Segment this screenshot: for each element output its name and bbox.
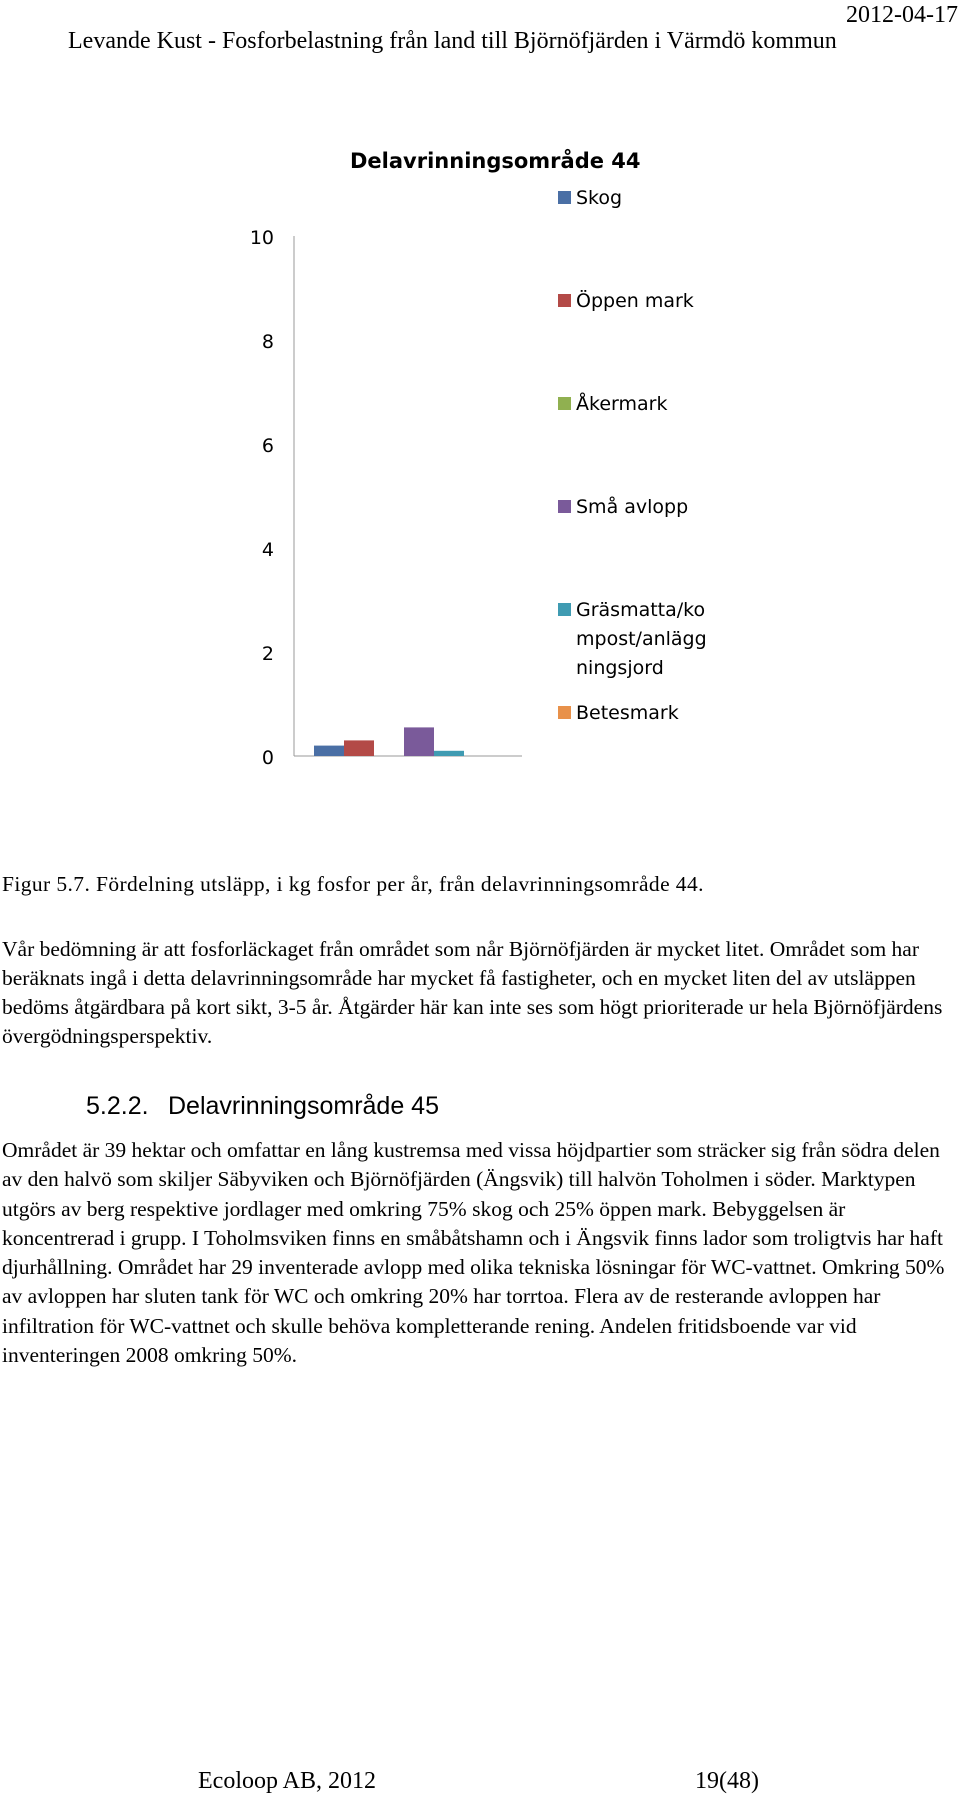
legend-swatch — [558, 603, 571, 616]
legend-label: Små avlopp — [576, 496, 689, 518]
legend-label: Öppen mark — [576, 290, 694, 312]
chart-title: Delavrinningsområde 44 — [350, 149, 641, 173]
legend-swatch — [558, 294, 571, 307]
legend — [558, 187, 707, 724]
y-tick-labels — [250, 227, 274, 769]
bar-4 — [434, 751, 464, 756]
y-tick-label: 0 — [261, 747, 274, 769]
y-tick-label: 8 — [261, 331, 274, 353]
legend-swatch — [558, 500, 571, 513]
paragraph-text: Området är 39 hektar och omfattar en lång kustremsa med vissa höjdpartier som sträcker sig från södra delen av den halvö som skiljer Säbyviken och Björnöfjärden (Ängsvik) till halvön Toholmen i söder. Marktypen utgörs av berg respektive jordlager med omkring 75% skog och 25% öppen mark. Bebyggelsen är koncentrerad i grupp. I Toholmsviken finns en småbåtshamn och i Ängsvik finns lador som troligtvis har haft djurhållning. Området har 29 inventerade avlopp med olika tekniska lösningar för WC-vattnet. Omkring 50% av avloppen har sluten tank för WC och omkring 20% har torrtoa. Flera av de resterande avloppen har infiltration för WC-vattnet och skulle behöva kompletterande rening. Andelen fritidsboende var vid inventeringen 2008 omkring 50%. — [2, 1138, 945, 1368]
legend-swatch — [558, 191, 571, 204]
paragraph-text: Vår bedömning är att fosforläckaget från området som når Björnöfjärden är mycket litet. Området som har beräknats ingå i detta delavrinningsområde har mycket få fastigheter, och en mycket liten del av utsläppen bedöms åtgärdbara på kort sikt, 3-5 år. Åtgärder här kan inte ses som högt prioriterade ur hela Björnöfjärdens övergödningsperspektiv. — [2, 937, 943, 1048]
legend-label: ningsjord — [576, 657, 664, 679]
legend-label: mpost/anlägg — [576, 628, 707, 650]
legend-label: Betesmark — [576, 702, 679, 724]
paragraph-assessment — [2, 935, 958, 1051]
header-title: Levande Kust - Fosforbelastning från land till Björnöfjärden i Värmdö kommun — [68, 28, 837, 54]
section-heading — [86, 1092, 439, 1121]
legend-label: Åkermark — [576, 393, 668, 415]
footer-page-number: 19(48) — [695, 1768, 759, 1794]
legend-label: Skog — [576, 187, 623, 209]
y-tick-label: 10 — [249, 227, 274, 249]
legend-swatch — [558, 706, 571, 719]
y-tick-label: 2 — [261, 643, 274, 665]
bar-chart — [230, 140, 730, 780]
y-tick-label: 4 — [261, 539, 274, 561]
figure-caption: Figur 5.7. Fördelning utsläpp, i kg fosfor per år, från delavrinningsområde 44. — [2, 872, 704, 896]
footer-company: Ecoloop AB, 2012 — [198, 1768, 376, 1794]
section-number: 5.2.2. — [86, 1092, 149, 1120]
bar-3 — [404, 727, 434, 756]
y-tick-label: 6 — [261, 435, 274, 457]
bar-0 — [314, 746, 344, 756]
legend-label: Gräsmatta/ko — [576, 599, 706, 621]
bars — [314, 727, 464, 756]
legend-swatch — [558, 397, 571, 410]
section-title: Delavrinningsområde 45 — [168, 1092, 439, 1120]
header-date: 2012-04-17 — [846, 2, 958, 28]
paragraph-area-description — [2, 1136, 958, 1370]
bar-1 — [344, 740, 374, 756]
